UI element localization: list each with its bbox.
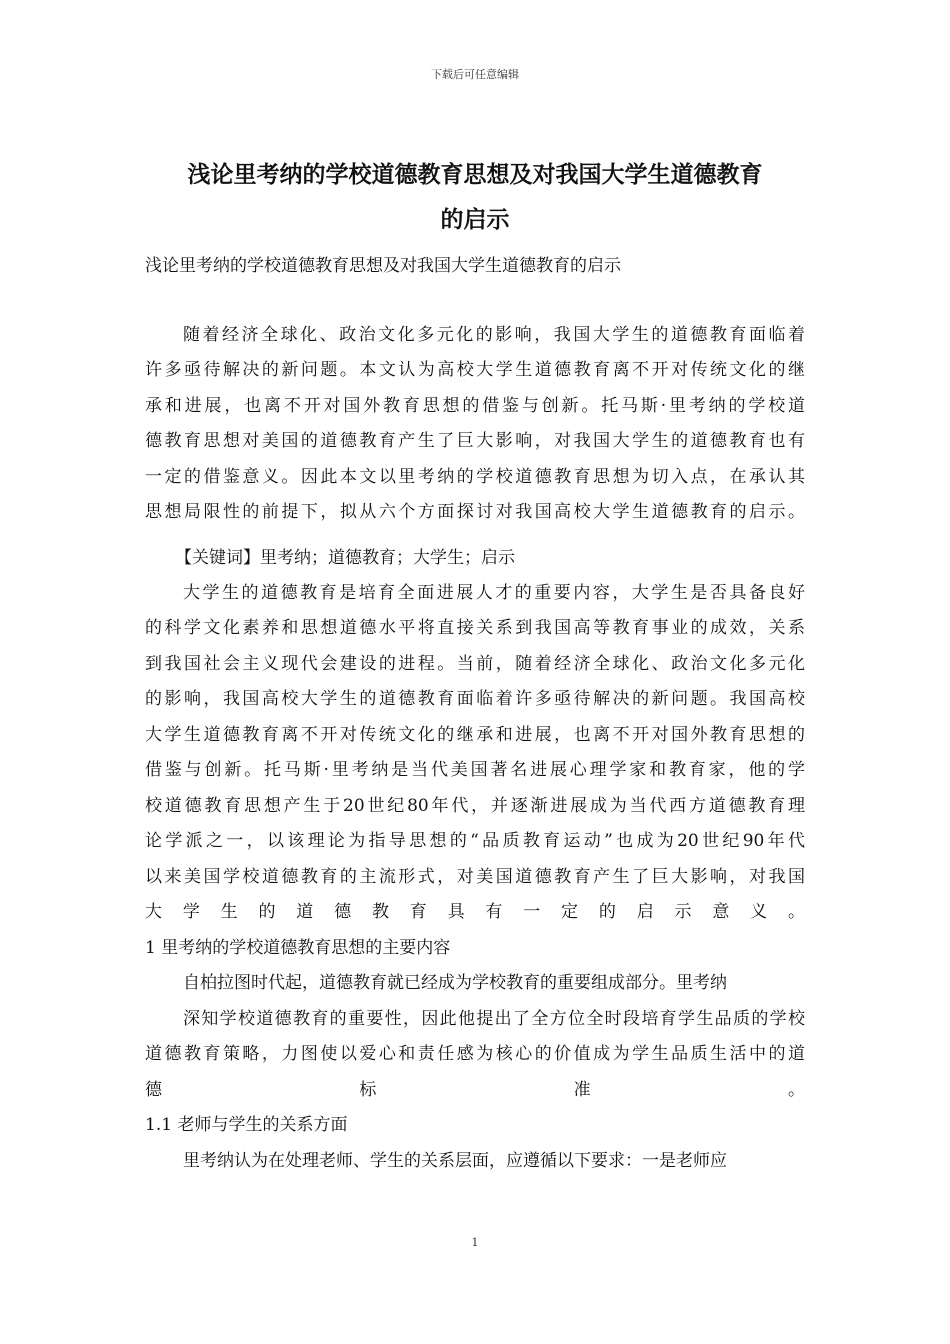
abstract-line: 思想局限性的前提下，拟从六个方面探讨对我国高校大学生道德教育的启示。 — [145, 502, 805, 522]
paragraph-line: 到我国社会主义现代会建设的进程。当前，随着经济全球化、政治文化多元化 — [145, 654, 805, 674]
paragraph-line: 1.1 老师与学生的关系方面 — [145, 1115, 348, 1135]
paragraph-line: 借鉴与创新。托马斯·里考纳是当代美国著名进展心理学家和教育家，他的学 — [145, 760, 805, 780]
abstract-line: 一定的借鉴意义。因此本文以里考纳的学校道德教育思想为切入点，在承认其 — [145, 467, 805, 487]
document-title-line-2: 的启示 — [440, 207, 510, 233]
paragraph-line: 论学派之一，以该理论为指导思想的“品质教育运动”也成为20世纪90年代 — [145, 831, 805, 851]
keywords-line: 【关键词】里考纳；道德教育；大学生；启示 — [175, 548, 515, 568]
page-number: 1 — [471, 1236, 479, 1249]
paragraph-line: 校道德教育思想产生于20世纪80年代，并逐渐进展成为当代西方道德教育理 — [145, 796, 805, 816]
paragraph-line: 1 里考纳的学校道德教育思想的主要内容 — [145, 938, 451, 958]
abstract-line: 许多亟待解决的新问题。本文认为高校大学生道德教育离不开对传统文化的继 — [145, 360, 805, 380]
abstract-line: 德教育思想对美国的道德教育产生了巨大影响，对我国大学生的道德教育也有 — [145, 431, 805, 451]
abstract-line: 随着经济全球化、政治文化多元化的影响，我国大学生的道德教育面临着 — [183, 325, 805, 345]
paragraph-line: 德标准。 — [145, 1080, 805, 1100]
paragraph-line: 的影响，我国高校大学生的道德教育面临着许多亟待解决的新问题。我国高校 — [145, 689, 805, 709]
document-subtitle: 浅论里考纳的学校道德教育思想及对我国大学生道德教育的启示 — [145, 256, 621, 276]
section-heading-1: 自柏拉图时代起，道德教育就已经成为学校教育的重要组成部分。里考纳 — [183, 973, 727, 993]
paragraph-line: 深知学校道德教育的重要性，因此他提出了全方位全时段培育学生品质的学校 — [183, 1009, 805, 1029]
paragraph-line: 大学生的道德教育是培育全面进展人才的重要内容，大学生是否具备良好 — [183, 583, 805, 603]
paragraph-line: 大学生道德教育离不开对传统文化的继承和进展，也离不开对国外教育思想的 — [145, 725, 805, 745]
paragraph-line: 大学生的道德教育具有一定的启示意义。 — [145, 902, 805, 922]
paragraph-line: 的科学文化素养和思想道德水平将直接关系到我国高等教育事业的成效，关系 — [145, 618, 805, 638]
abstract-line: 承和进展，也离不开对国外教育思想的借鉴与创新。托马斯·里考纳的学校道 — [145, 396, 805, 416]
paragraph-line: 以来美国学校道德教育的主流形式，对美国道德教育产生了巨大影响，对我国 — [145, 867, 805, 887]
paragraph-line: 道德教育策略，力图使以爱心和责任感为核心的价值成为学生品质生活中的道 — [145, 1044, 805, 1064]
page-header: 下载后可任意编辑 — [431, 68, 519, 81]
document-title-line-1: 浅论里考纳的学校道德教育思想及对我国大学生道德教育 — [187, 162, 763, 188]
section-heading-1-1: 里考纳认为在处理老师、学生的关系层面，应遵循以下要求：一是老师应 — [183, 1151, 727, 1171]
